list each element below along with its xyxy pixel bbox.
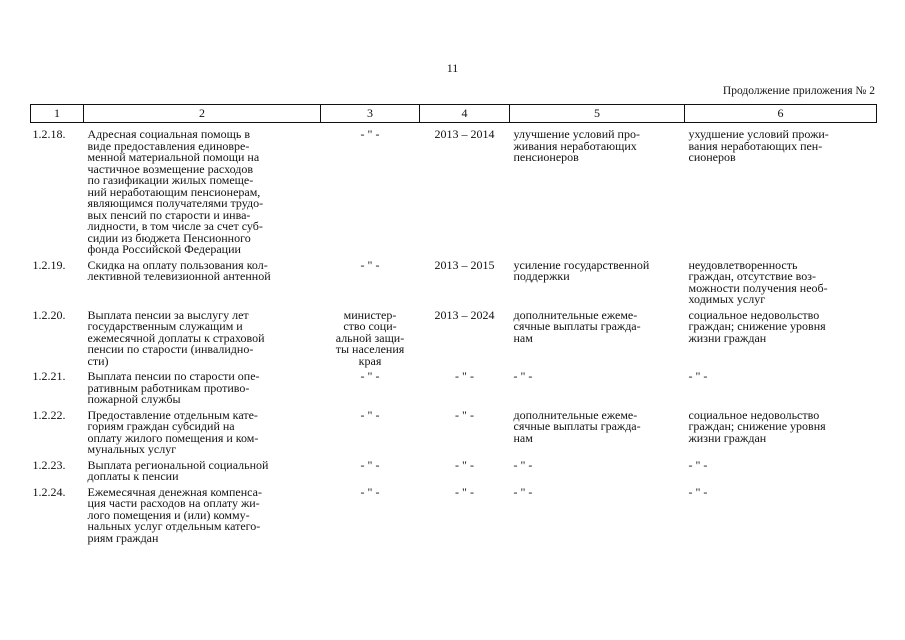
row-number: 1.2.21. <box>32 369 66 383</box>
row-description-line: пенсии по старости (инвалидно- <box>87 342 254 356</box>
row-period <box>420 257 510 310</box>
row-description-line: ративным работникам противо- <box>87 380 250 395</box>
row-expected-result <box>510 371 685 410</box>
row-consequences-line: ходимых услуг <box>688 292 766 306</box>
row-consequences-line: сионеров <box>688 150 736 164</box>
row-description <box>84 371 321 410</box>
row-description-line: пожарной службы <box>87 392 181 406</box>
row-description-line: менной материальной помощи на <box>87 150 260 164</box>
row-consequences-line: социальное недовольство <box>688 307 820 322</box>
row-number: 1.2.20. <box>32 307 66 322</box>
row-description <box>84 307 321 372</box>
continuation-label: Продолжение приложения № 2 <box>722 85 875 97</box>
row-period-line: - " - <box>455 407 474 422</box>
header-col-6: 6 <box>685 105 877 123</box>
row-period-line: - " - <box>455 457 474 472</box>
row-consequences-line: вания неработающих пен- <box>688 138 823 153</box>
row-description-line: Выплата пенсии по старости опе- <box>87 369 260 383</box>
row-description-line: вых пенсий по старости и инва- <box>87 207 251 222</box>
row-expected-result-line: дополнительные ежеме- <box>513 307 638 322</box>
row-executor-line: министер- <box>343 307 397 322</box>
row-period <box>420 407 510 460</box>
row-consequences <box>685 257 877 310</box>
table-row <box>31 260 877 310</box>
row-description-line: фонда Российской Федерации <box>87 242 241 256</box>
row-description-line: Скидка на оплату пользования кол- <box>87 257 268 272</box>
row-executor-line: - " - <box>360 369 380 383</box>
table-row <box>31 371 877 410</box>
row-description-line: доплаты к пенсии <box>87 469 179 483</box>
row-expected-result-line: - " - <box>513 484 533 499</box>
row-executor-line: - " - <box>360 457 380 472</box>
row-description-line: лективной телевизионной антенной <box>87 269 271 283</box>
row-description-line: Выплата пенсии за выслугу лет <box>87 307 249 322</box>
row-number: 1.2.22. <box>32 407 66 422</box>
header-col-1: 1 <box>31 105 84 123</box>
row-description-line: государственным служащим и <box>87 319 243 333</box>
table-row <box>31 487 877 549</box>
header-col-2: 2 <box>84 105 321 123</box>
row-period <box>420 484 510 549</box>
row-executor-line: края <box>358 353 382 368</box>
row-expected-result <box>510 257 685 310</box>
row-description-line: Ежемесячная денежная компенса- <box>87 484 262 499</box>
row-expected-result <box>510 457 685 487</box>
row-description-line: виде предоставления единовре- <box>87 138 250 153</box>
page-number: 11 <box>446 61 459 75</box>
row-description <box>84 257 321 310</box>
row-expected-result-line: сячные выплаты гражда- <box>513 419 641 433</box>
table-header-row <box>31 105 877 123</box>
row-expected-result-line: сячные выплаты гражда- <box>513 319 641 333</box>
row-consequences <box>685 407 877 460</box>
row-number: 1.2.24. <box>32 484 66 499</box>
row-expected-result-line: дополнительные ежеме- <box>513 407 638 422</box>
row-description-line: оплату жилого помещения и ком- <box>87 430 259 445</box>
row-consequences <box>685 123 877 260</box>
row-period <box>420 371 510 410</box>
row-period-line: - " - <box>455 369 474 383</box>
row-consequences-line: можности получения необ- <box>688 280 828 295</box>
row-executor-line: ство соци- <box>343 319 397 333</box>
row-executor <box>321 484 420 549</box>
row-consequences-line: социальное недовольство <box>688 407 820 422</box>
row-description-line: Выплата региональной социальной <box>87 457 269 472</box>
row-executor-line: - " - <box>360 484 380 499</box>
row-consequences-line: неудовлетворенность <box>688 257 798 272</box>
row-description <box>84 407 321 460</box>
row-number: 1.2.23. <box>32 457 66 472</box>
row-expected-result-line: улучшение условий про- <box>513 127 640 141</box>
row-consequences-line: - " - <box>688 369 708 383</box>
table-row <box>31 123 877 260</box>
row-consequences-line: жизни граждан <box>688 330 767 345</box>
table-row <box>31 460 877 487</box>
row-description <box>84 457 321 487</box>
row-expected-result-line: живания неработающих <box>513 138 637 153</box>
row-executor <box>321 457 420 487</box>
row-description-line: являющимся получателями трудо- <box>87 196 264 210</box>
row-period-line: 2013 – 2024 <box>434 307 495 322</box>
row-description-line: сидии из бюджета Пенсионного <box>87 230 251 245</box>
table-row <box>31 310 877 372</box>
row-description-line: ция части расходов на оплату жи- <box>87 496 260 510</box>
row-consequences-line: граждан, отсутствие воз- <box>688 269 816 283</box>
row-description <box>84 123 321 260</box>
row-description-line: ежемесячной доплаты к страховой <box>87 330 265 345</box>
row-expected-result-line: пенсионеров <box>513 150 579 164</box>
row-executor <box>321 307 420 372</box>
row-consequences-line: жизни граждан <box>688 430 767 445</box>
row-executor-line: - " - <box>360 127 380 141</box>
row-executor <box>321 371 420 410</box>
row-executor <box>321 407 420 460</box>
row-expected-result <box>510 484 685 549</box>
row-description-line: мунальных услуг <box>87 442 177 456</box>
header-col-5: 5 <box>510 105 685 123</box>
row-description <box>84 484 321 549</box>
row-description-line: частичное возмещение расходов <box>87 161 254 176</box>
table-body <box>31 123 877 549</box>
row-consequences <box>685 484 877 549</box>
row-consequences <box>685 371 877 410</box>
row-expected-result-line: нам <box>513 330 533 345</box>
row-expected-result <box>510 407 685 460</box>
row-expected-result-line: - " - <box>513 457 533 472</box>
row-period <box>420 457 510 487</box>
row-expected-result <box>510 123 685 260</box>
table-row <box>31 410 877 460</box>
row-consequences-line: граждан; снижение уровня <box>688 419 826 433</box>
row-consequences <box>685 307 877 372</box>
row-period-line: - " - <box>455 484 474 499</box>
row-expected-result-line: поддержки <box>513 269 570 283</box>
row-consequences-line: граждан; снижение уровня <box>688 319 826 333</box>
row-expected-result-line: - " - <box>513 369 533 383</box>
row-expected-result-line: нам <box>513 430 533 445</box>
row-description-line: по газификации жилых помеще- <box>87 173 254 187</box>
row-period-line: 2013 – 2015 <box>434 257 495 272</box>
row-consequences <box>685 457 877 487</box>
row-executor <box>321 257 420 310</box>
row-executor <box>321 123 420 260</box>
row-expected-result-line: усиление государственной <box>513 257 650 272</box>
row-period <box>420 307 510 372</box>
row-description-line: лидности, в том числе за счет суб- <box>87 219 263 233</box>
row-period-line: 2013 – 2014 <box>434 127 495 141</box>
row-consequences-line: - " - <box>688 457 708 472</box>
row-executor-line: - " - <box>360 257 380 272</box>
row-executor-line: ты населения <box>335 342 405 356</box>
row-expected-result <box>510 307 685 372</box>
row-description-line: ний неработающим пенсионерам, <box>87 184 261 199</box>
row-description-line: риям граждан <box>87 530 159 545</box>
row-description-line: лого помещения и (или) комму- <box>87 507 250 522</box>
row-description-line: сти) <box>87 353 109 368</box>
row-description-line: нальных услуг отдельным катего- <box>87 519 261 533</box>
header-col-4: 4 <box>420 105 510 123</box>
row-number: 1.2.18. <box>32 127 66 141</box>
row-description-line: Предоставление отдельным кате- <box>87 407 258 422</box>
row-description-line: гориям граждан субсидий на <box>87 419 235 433</box>
header-col-3: 3 <box>321 105 420 123</box>
row-executor-line: - " - <box>360 407 380 422</box>
row-period <box>420 123 510 260</box>
row-executor-line: альной защи- <box>335 330 405 345</box>
row-consequences-line: - " - <box>688 484 708 499</box>
row-consequences-line: ухудшение условий прожи- <box>688 127 829 141</box>
appendix-table <box>30 104 877 548</box>
row-description-line: Адресная социальная помощь в <box>87 127 250 141</box>
row-number: 1.2.19. <box>32 257 66 272</box>
